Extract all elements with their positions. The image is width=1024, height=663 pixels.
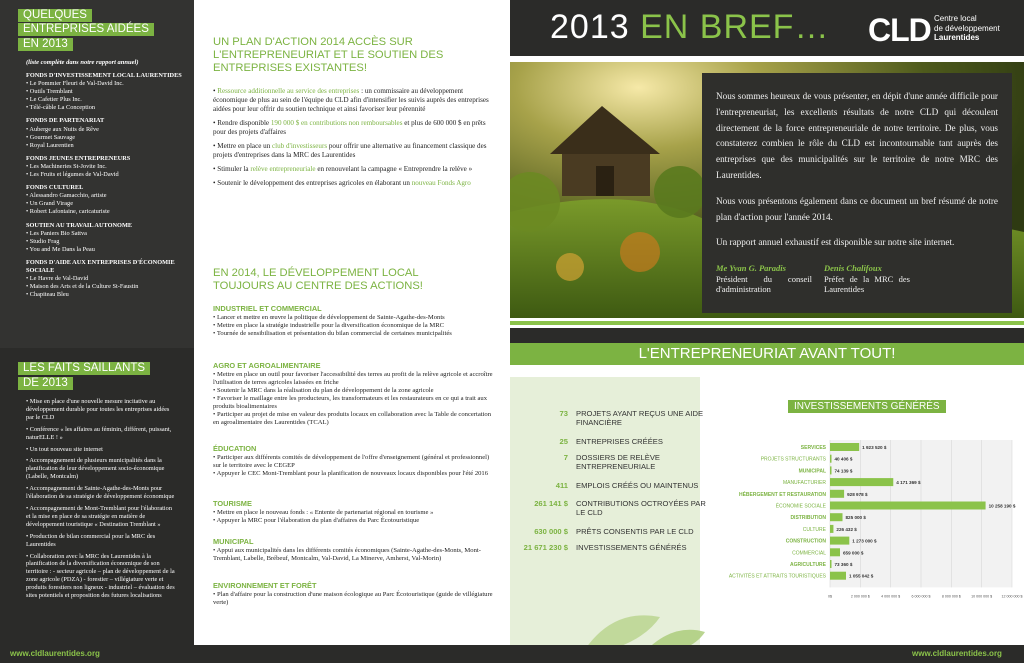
dev-section-item: • Mettre en place le nouveau fonds : « Entente de partenariat régional en tourisme » [213,509,434,516]
fund-item: • Les Machineries St-Jovite Inc. [26,162,107,170]
chart-x-tick: 6 000 000 $ [911,594,931,599]
dev-section [213,362,498,427]
chart-category-label: ÉCONOMIE SOCIALE [775,503,826,510]
dev-section-item: • Mettre en place un outil pour favoriser l'accessibilité des terres au profit de la relève agricole et accroître l'utilisation de terres agricoles laissées en friche [213,371,493,386]
logo-sub-2: de développement [934,23,1000,33]
fund-group-title: FONDS DE PARTENARIAT [26,117,105,125]
message-paragraph-2: Nous vous présentons également dans ce document un bref résumé de notre plan d'action pour l'année 2014. [716,195,998,222]
dev-section-item: • Appuyer le CEC Mont-Tremblant pour la planification de nouveaux locaux disponibles pour l'été 2016 [213,470,489,477]
signature-president [716,263,812,295]
stat-label: CONTRIBUTIONS OCTROYÉES PAR LE CLD [576,499,706,517]
chart-value-label: 226 432 $ [836,526,857,532]
stat-label: EMPLOIS CRÉÉS OU MAINTENUS [576,481,699,490]
chart-value-label: 40 406 $ [834,456,853,462]
faits-title-line-2: DE 2013 [18,377,73,390]
fait-item: • Accompagnement de plusieurs municipalités dans la planification de leur développement socio-économique (Labelle, Montcalm) [26,457,165,481]
chart-x-tick: 0$ [828,594,832,599]
chart-x-tick: 12 000 000 $ [1001,594,1023,599]
dev-section [213,305,498,338]
fund-item: • Studio Frag [26,237,60,245]
chart-category-label: MANUFACTURIER [782,480,826,487]
top-banner [510,0,1024,56]
signature-name: Denis Chalifoux [824,263,882,273]
fund-item: • Outils Tremblant [26,88,73,96]
plan-item-highlight: relève entrepreneuriale [250,165,316,173]
plan-item: • Ressource additionnelle au service des entreprises : un commissaire au développement économique de plus au sein de l'équipe du CLD afin d'intensifier les suivis auprès des entreprises aidées pour leur offrir du soutien technique et ainsi favoriser leur pérennité [213,87,489,113]
chart-value-label: 73 360 $ [834,562,853,567]
divider-bar [510,321,1024,325]
list-note: (liste complète dans notre rapport annuel) [26,59,139,66]
fund-item: • Alessandro Gamacchio, artiste [26,192,107,200]
website-link-right[interactable]: www.cldlaurentides.org [912,649,1002,658]
dev-section-item: • Favoriser le maillage entre les producteurs, les transformateurs et les restaurateurs en ce qui a trait aux produits bioalimentaires [213,395,488,410]
signature-role: Préfet de la MRC des Laurentides [824,273,910,294]
fait-item: • Mise en place d'une nouvelle mesure incitative au développement durable pour toutes les entreprises aidées par le CLD [26,398,170,421]
stat-value: 21 671 230 $ [523,543,568,552]
fund-group-title: FONDS D'INVESTISSEMENT LOCAL LAURENTIDES [26,72,182,79]
dev-section-title: INDUSTRIEL ET COMMERCIAL [213,304,322,313]
divider-dark [510,328,1024,343]
dev-section-title: ÉDUCATION [213,444,257,453]
plan-item-highlight: club d'investisseurs [272,142,328,150]
chart-value-label: 1 273 000 $ [852,538,877,544]
plan-item: • Stimuler la relève entrepreneuriale en renouvelant la campagne « Entreprendre la relève » [213,165,473,173]
fund-group-title: FONDS JEUNES ENTREPRENEURS [26,154,131,162]
fund-item: • Maison des Arts et de la Culture St-Faustin [26,283,139,291]
chart-category-label: PROJETS STRUCTURANTS [760,456,826,463]
dev-title: EN 2014, LE DÉVELOPPEMENT LOCAL TOUJOURS AU CENTRE DES ACTIONS! [213,267,423,292]
page-title-highlight: EN BREF… [640,8,830,46]
faits-list [26,398,176,604]
stat-value: 261 141 $ [534,499,568,508]
chart-bar [830,443,859,451]
dev-section [213,582,498,607]
chart-x-tick: 4 000 000 $ [881,594,901,599]
message-paragraph-1: Nous sommes heureux de vous présenter, en dépit d'une année difficile pour l'entrepreneuriat, les excellents résultats de notre CLD qui découlent directement de la force entrepreneuriale de notre territoire. De plus, vous constaterez combien le rôle du CLD est incontournable tant auprès des entreprises que des municipalités sur le territoire de notre MRC des Laurentides. [716,91,998,180]
chart-value-label: 928 978 $ [847,491,868,497]
signature-name: Me Yvan G. Paradis [716,263,786,273]
plan-item-highlight: Ressource additionnelle au service des entreprises [217,87,360,95]
stat-label: PRÊTS CONSENTIS PAR LE CLD [576,527,694,536]
plan-item: • Soutenir le développement des entreprises agricoles en élaborant un nouveau Fonds Agro [213,179,471,187]
plan-item-highlight: nouveau Fonds Agro [411,179,471,187]
chart-value-label: 659 000 $ [842,550,864,556]
fund-group-title: FONDS CULTUREL [26,184,84,192]
chart-x-tick: 10 000 000 $ [971,594,993,599]
dev-section-item: • Participer au projet de mise en valeur des produits locaux en collaboration avec la Table de concertation en agroalimentaire des Laurentides (TCAL) [213,411,492,426]
fund-group-title: SOUTIEN AU TRAVAIL AUTONOME [26,221,133,229]
entreprises-title-line-2: ENTREPRISES AIDÉES [18,23,154,36]
chart-x-tick: 8 000 000 $ [941,594,961,599]
logo-sub-1: Centre local [934,14,977,23]
chart-category-label: ACTIVITÉS ET ATTRAITS TOURISTIQUES [728,573,826,580]
investment-chart-svg [710,417,1024,645]
plan-item-highlight: 190 000 $ en contributions non remboursables [270,119,403,127]
left-sidebar [0,0,194,663]
chart-bar [830,455,832,463]
stat-value: 25 [559,437,568,446]
chart-category-label: CONSTRUCTION [785,538,826,545]
chart-bar [830,560,832,568]
chart-bar [830,490,844,498]
dev-section-title: MUNICIPAL [213,537,254,546]
chart-value-label: 825 000 $ [845,515,866,521]
entrepreneuriat-banner: L'ENTREPRENEURIAT AVANT TOUT! [510,343,1024,365]
dev-section-item: • Participer aux différents comités de développement de l'offre d'enseignement (général et professionnel) sur le territoire avec le CEGEP [213,454,490,469]
chart-value-label: 10 258 190 $ [988,503,1016,509]
logo-sub-3: Laurentides [934,33,980,42]
dev-section-title: TOURISME [213,499,252,508]
fait-item: • Accompagnement de Sainte-Agathe-des-Monts pour l'élaboration de sa stratégie de développement économique [26,485,175,501]
dev-section-title: ENVIRONNEMENT ET FORÊT [213,581,317,590]
entreprises-list [26,72,186,299]
chart-category-label: COMMERCIAL [792,550,826,557]
fait-item: • Production de bilan commercial pour la MRC des Laurentides [26,532,156,548]
fund-item: • Télé-câble La Conception [26,104,96,112]
chart-value-label: 1 923 520 $ [862,445,887,450]
chart-category-label: MUNICIPAL [798,468,826,475]
cld-logo: CLD [868,12,931,48]
chart-bar [830,548,840,556]
dev-section-item: • Plan d'affaire pour la construction d'une maison écologique au Parc Écotouristique (guide de villégiature verte) [213,591,493,606]
fund-item: • Robert Lafontaine, caricaturiste [26,208,110,216]
message-paragraph-3: Un rapport annuel exhaustif est disponible sur notre site internet. [716,237,955,248]
faits-title-line-1: LES FAITS SAILLANTS [18,362,150,375]
fund-item: • Les Paniers Bio Sattva [26,229,87,237]
stat-label: DOSSIERS DE RELÈVE ENTREPRENEURIALE [576,453,660,471]
stat-label: INVESTISSEMENTS GÉNÉRÉS [576,543,687,552]
dev-section-item: • Tournée de sensibilisation et présentation du bilan commercial de certaines municipalités [213,330,452,337]
footer-bar [0,645,1024,663]
fait-item: • Accompagnement de Mont-Tremblant pour l'élaboration et la mise en place de sa stratégie en matière de développement touristique « Destination Tremblant » [26,504,172,528]
message-box [702,73,1012,313]
page-title [550,8,829,47]
fund-item: • Royal Laurentien [26,141,74,149]
dev-section-item: • Appui aux municipalités dans les différents comités économiques (Sainte-Agathe-des-Monts, Mont-Tremblant, Labelle, Brébeuf, Montcalm, Val-David, La Minerve, Amherst, Val-Morin) [213,547,481,562]
fund-item: • Les Fruits et légumes de Val-David [26,171,119,179]
fund-group-title: FONDS D'AIDE AUX ENTREPRISES D'ÉCONOMIE SOCIALE [26,258,175,274]
page-title-year: 2013 [550,8,641,46]
dev-section [213,445,498,478]
entreprises-title-line-1: QUELQUES [18,9,92,22]
plan-title: UN PLAN D'ACTION 2014 ACCÈS SUR L'ENTREPRENEURIAT ET LE SOUTIEN DES ENTREPRISES EXISTANTES! [213,36,444,74]
stat-value: 73 [559,409,568,418]
plan-action-column [194,0,510,645]
dev-section-title: AGRO ET AGROALIMENTAIRE [213,361,321,370]
dev-section-item: • Lancer et mettre en œuvre la politique de développement de Sainte-Agathe-des-Monts [213,314,445,321]
chart-x-tick: 2 000 000 $ [850,594,870,599]
dev-section-item: • Appuyer la MRC pour l'élaboration du plan d'affaires du Parc Écotouristique [213,517,420,524]
fait-item: • Collaboration avec la MRC des Laurentides à la planification de la diversification économique de son territoire : - secteur agricole – plan de développement de la zone agricole (PDZA) - forestier – villégiature verte et produits forestiers non ligneux - industriel – évaluation des sites potentiels et proposition des futures localisations [26,552,175,600]
chart-value-label: 74 139 $ [834,468,853,474]
chart-bar [830,502,986,510]
fait-item: • Conférence « les affaires au féminin, différent, puissant, naturELLE ! » [26,425,172,441]
fund-item: • Gourmet Sauvage [26,133,76,141]
chart-bar [830,478,893,486]
cld-logo-subtitle [934,14,1000,43]
stat-value: 411 [555,481,568,490]
chart-bar [830,513,843,521]
chart-category-label: HÉBERGEMENT ET RESTAURATION [738,491,826,498]
stat-label: ENTREPRISES CRÉÉES [576,437,663,446]
fund-item: • Le Cafetier Plus Inc. [26,96,82,104]
investissements-title: INVESTISSEMENTS GÉNÉRÉS [788,400,946,413]
dev-section [213,538,498,563]
investment-chart [710,417,1024,645]
plan-list [213,87,493,193]
fund-item: • Chapiteau Bleu [26,291,69,299]
signature-prefet [824,263,910,295]
fund-item: • Le Pommier Fleuri de Val-David Inc. [26,80,124,88]
dev-section-item: • Mettre en place la stratégie industrielle pour la diversification économique de la MRC [213,322,445,329]
dev-section-item: • Soutenir la MRC dans la réalisation du plan de développement de la zone agricole [213,387,434,394]
chart-category-label: AGRICULTURE [789,562,826,568]
dev-section [213,500,498,525]
entreprises-title-line-3: EN 2013 [18,38,73,51]
chart-value-label: 1 055 042 $ [849,573,874,579]
chart-bar [830,572,846,580]
plan-item: • Mettre en place un club d'investisseurs pour offrir une alternative au financement classique des projets d'entreprises dans la MRC des Laurentides [213,142,487,159]
stat-value: 630 000 $ [534,527,568,536]
chart-bar [830,525,833,533]
chart-value-label: 4 171 369 $ [896,480,921,486]
plan-item: • Rendre disponible 190 000 $ en contributions non remboursables et plus de 600 000 $ en prêts pour des projets d'affaires [213,119,486,136]
fund-item: • Auberge aux Nuits de Rêve [26,125,99,133]
chart-category-label: SERVICES [800,445,826,451]
chart-category-label: CULTURE [802,526,826,533]
fund-item: • Le Havre de Val-David [26,275,89,283]
stat-label: PROJETS AYANT REÇUS UNE AIDE FINANCIÈRE [576,409,704,427]
stat-value: 7 [563,453,568,462]
fait-item: • Un tout nouveau site internet [26,445,103,453]
website-link-left[interactable]: www.cldlaurentides.org [10,649,100,658]
signature-role: Président du conseil d'administration [716,273,812,294]
fund-item: • You and Me Dans la Peau [26,245,95,253]
chart-bar [830,537,849,545]
chart-bar [830,466,832,474]
chart-category-label: DISTRIBUTION [790,515,826,522]
stats-section [510,365,1024,645]
fund-item: • Un Grand Virage [26,200,73,208]
